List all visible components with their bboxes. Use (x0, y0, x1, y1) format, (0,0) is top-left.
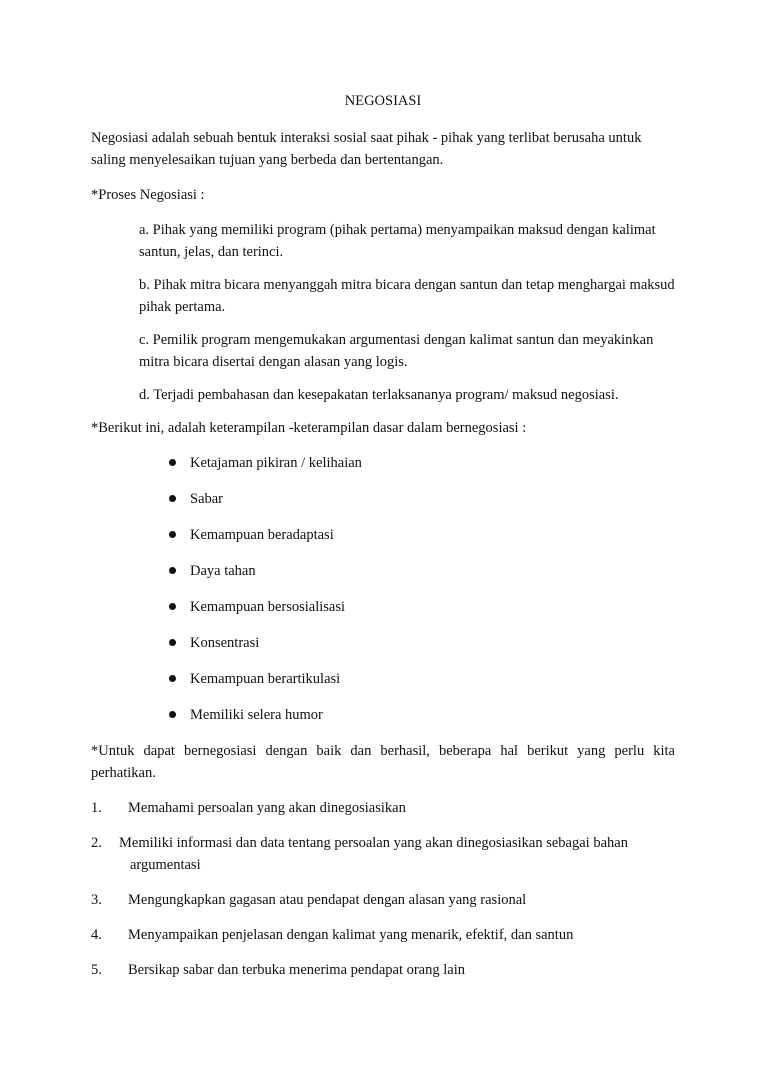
bullet-icon (169, 711, 176, 718)
intro-paragraph: Negosiasi adalah sebuah bentuk interaksi sosial saat pihak - pihak yang terlibat berusaha untuk saling menyelesaikan tujuan yang berbeda dan bertentangan. (91, 130, 642, 168)
item-text: Memahami persoalan yang akan dinegosiasikan (128, 800, 406, 816)
bullet-icon (169, 495, 176, 502)
bullet-icon (169, 567, 176, 574)
success-item-1 (91, 797, 675, 819)
item-text: Mengungkapkan gagasan atau pendapat dengan alasan yang rasional (128, 892, 527, 908)
bullet-icon (169, 603, 176, 610)
skill-item (91, 596, 675, 618)
success-item-2 (91, 832, 675, 876)
process-item-a: a. Pihak yang memiliki program (pihak pertama) menyampaikan maksud dengan kalimat santun, jelas, dan terinci. (139, 222, 656, 260)
item-number: 3. (91, 892, 102, 908)
process-item-b: b. Pihak mitra bicara menyanggah mitra bicara dengan santun dan tetap menghargai maksud pihak pertama. (139, 277, 675, 315)
success-item-4 (91, 924, 675, 946)
item-number: 2. (91, 835, 102, 851)
skill-item (91, 632, 675, 654)
skill-label: Daya tahan (190, 563, 256, 579)
item-number: 5. (91, 962, 102, 978)
skill-item (91, 704, 675, 726)
item-number: 1. (91, 800, 102, 816)
document-title: NEGOSIASI (344, 93, 422, 109)
skill-item (91, 524, 675, 546)
skill-item (91, 452, 675, 474)
process-heading: *Proses Negosiasi : (91, 187, 205, 203)
skills-list (91, 452, 675, 726)
skills-heading: *Berikut ini, adalah keterampilan -keterampilan dasar dalam bernegosiasi : (91, 420, 527, 436)
success-item-5 (91, 959, 675, 981)
skill-label: Konsentrasi (190, 635, 260, 651)
item-text: Memiliki informasi dan data tentang persoalan yang akan dinegosiasikan sebagai bahan (119, 835, 628, 851)
skill-label: Memiliki selera humor (190, 707, 323, 723)
bullet-icon (169, 639, 176, 646)
item-text-continuation: argumentasi (130, 857, 201, 873)
skill-label: Kemampuan beradaptasi (190, 527, 334, 543)
skill-item (91, 668, 675, 690)
document-page (91, 90, 675, 994)
success-heading: *Untuk dapat bernegosiasi dengan baik dan berhasil, beberapa hal berikut yang perlu kita perhatikan. (91, 743, 675, 781)
bullet-icon (169, 675, 176, 682)
success-item-3 (91, 889, 675, 911)
skill-item (91, 488, 675, 510)
item-text: Bersikap sabar dan terbuka menerima pendapat orang lain (128, 962, 465, 978)
process-item-d: d. Terjadi pembahasan dan kesepakatan terlaksananya program/ maksud negosiasi. (139, 387, 619, 403)
item-number: 4. (91, 927, 102, 943)
bullet-icon (169, 459, 176, 466)
skill-item (91, 560, 675, 582)
bullet-icon (169, 531, 176, 538)
skill-label: Ketajaman pikiran / kelihaian (190, 455, 362, 471)
skill-label: Sabar (190, 491, 224, 507)
skill-label: Kemampuan bersosialisasi (190, 599, 346, 615)
item-text: Menyampaikan penjelasan dengan kalimat yang menarik, efektif, dan santun (128, 927, 574, 943)
skill-label: Kemampuan berartikulasi (190, 671, 341, 687)
process-item-c: c. Pemilik program mengemukakan argumentasi dengan kalimat santun dan meyakinkan mitra bicara disertai dengan alasan yang logis. (139, 332, 654, 370)
